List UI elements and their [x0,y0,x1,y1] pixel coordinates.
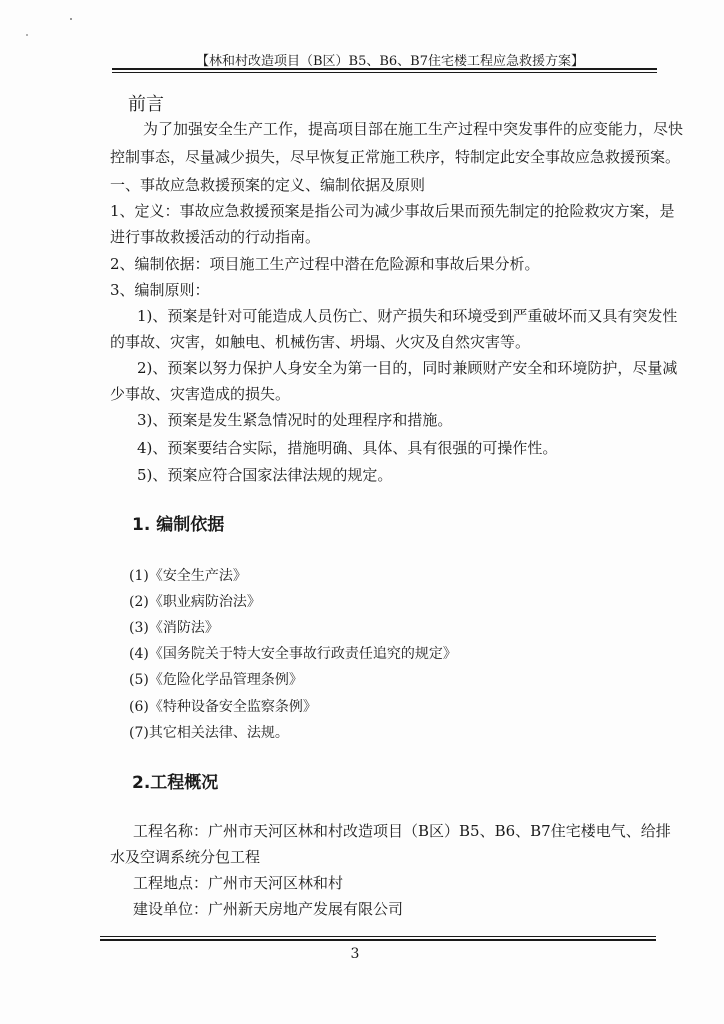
overview-line: 工程名称：广州市天河区林和村改造项目（B区）B5、B6、B7住宅楼电气、给排 [133,822,671,840]
preface-line: 控制事态，尽量减少损失，尽早恢复正常施工秩序，特制定此安全事故应急救援预案。 [110,148,681,166]
scan-speck [26,34,28,36]
overview-line: 工程地点：广州市天河区林和村 [133,874,344,892]
preface-line: 5)、预案应符合国家法律法规的规定。 [137,466,393,484]
section-heading-basis: 1. 编制依据 [132,515,225,535]
reference-item: (1)《安全生产法》 [129,568,247,584]
preface-line: 为了加强安全生产工作，提高项目部在施工生产过程中突发事件的应变能力，尽快 [143,120,684,138]
reference-item: (6)《特种设备安全监察条例》 [129,699,317,715]
preface-line: 3)、预案是发生紧急情况时的处理程序和措施。 [137,411,453,429]
header-rule-thin [112,72,657,73]
footer-rule [100,939,656,941]
preface-line: 2)、预案以努力保护人身安全为第一目的，同时兼顾财产安全和环境防护，尽量减 [137,359,678,377]
preface-line: 一、事故应急救援预案的定义、编制依据及原则 [110,176,426,194]
overview-line: 建设单位：广州新天房地产发展有限公司 [133,900,404,918]
preface-line: 进行事故救援活动的行动指南。 [110,228,321,246]
preface-line: 的事故、灾害，如触电、机械伤害、坍塌、火灾及自然灾害等。 [110,333,531,351]
page-number: 3 [350,946,360,962]
reference-item: (5)《危险化学品管理条例》 [129,672,303,688]
preface-heading: 前言 [128,94,164,115]
reference-item: (2)《职业病防治法》 [129,594,261,610]
section-heading-overview: 2.工程概况 [132,773,219,793]
preface-line: 3、编制原则： [110,281,210,299]
preface-line: 1)、预案是针对可能造成人员伤亡、财产损失和环境受到严重破坏而又具有突发性 [137,307,678,325]
preface-line: 少事故、灾害造成的损失。 [110,385,291,403]
reference-item: (4)《国务院关于特大安全事故行政责任追究的规定》 [129,646,457,662]
reference-item: (7)其它相关法律、法规。 [129,725,289,741]
running-header: 【林和村改造项目（B区）B5、B6、B7住宅楼工程应急救援方案】 [195,54,585,69]
reference-item: (3)《消防法》 [129,620,219,636]
preface-line: 4)、预案要结合实际，措施明确、具体、具有很强的可操作性。 [137,439,558,457]
overview-line: 水及空调系统分包工程 [110,848,261,866]
scan-speck [70,18,72,20]
footer-rule-thin [100,936,656,937]
preface-line: 2、编制依据：项目施工生产过程中潜在危险源和事故后果分析。 [110,255,540,273]
header-rule [112,68,657,70]
preface-line: 1、定义：事故应急救援预案是指公司为减少事故后果而预先制定的抢险救灾方案，是 [110,202,675,220]
